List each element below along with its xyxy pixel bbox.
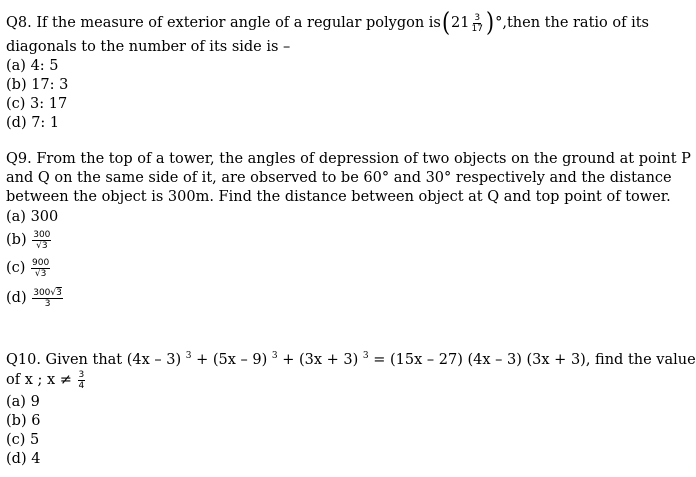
- q8-text-pre: Q8. If the measure of exterior angle of a regular polygon is: [6, 14, 441, 31]
- q8-option-c[interactable]: (c) 3: 17: [6, 96, 68, 112]
- q10-option-c[interactable]: (c) 5: [6, 432, 40, 448]
- q9-line-3: between the object is 300m. Find the distance between object at Q and top point of tower.: [6, 189, 671, 205]
- q10-line-2: of x ; x ≠ $\frac{3}{4}$: [6, 369, 85, 391]
- q9-option-a[interactable]: (a) 300: [6, 209, 59, 225]
- q8-degree: °,: [495, 14, 507, 31]
- q8-line-2: diagonals to the number of its side is –: [6, 39, 291, 55]
- q9-b-fraction: $\frac{300}{√3}$: [33, 229, 51, 251]
- q9-c-fraction: $\frac{900}{√3}$: [32, 257, 50, 279]
- q9-option-c[interactable]: (c) $\frac{900}{√3}$: [6, 257, 50, 279]
- q9-d-fraction: $\frac{300√3}{3}$: [33, 287, 62, 309]
- q9-line-1: Q9. From the top of a tower, the angles of depression of two objects on the ground at point P: [6, 151, 691, 167]
- q8-option-b[interactable]: (b) 17: 3: [6, 77, 69, 93]
- q8-fraction: $\frac{3}{17}$: [471, 12, 483, 34]
- q8-option-a[interactable]: (a) 4: 5: [6, 58, 59, 74]
- q9-line-2: and Q on the same side of it, are observed to be 60° and 30° respectively and the distance: [6, 170, 672, 186]
- q9-option-d[interactable]: (d) $\frac{300√3}{3}$: [6, 287, 62, 309]
- q10-option-b[interactable]: (b) 6: [6, 413, 41, 429]
- q8-text-post: then the ratio of its: [506, 14, 649, 31]
- q10-option-a[interactable]: (a) 9: [6, 394, 40, 410]
- q10-line-1: Q10. Given that (4x – 3) $^3$ + (5x – 9) $^3$ + (3x + 3) $^3$ = (15x – 27) (4x – 3) (3x + 3), find the value: [6, 351, 696, 368]
- q8-option-d[interactable]: (d) 7: 1: [6, 115, 60, 131]
- q9-option-b[interactable]: (b) $\frac{300}{√3}$: [6, 229, 51, 251]
- q10-fraction: $\frac{3}{4}$: [78, 369, 85, 391]
- q8-line-1: [6, 8, 649, 38]
- q10-option-d[interactable]: (d) 4: [6, 451, 41, 467]
- q8-mixed-fraction: ( 21 $\frac{3}{17}$ ) °,: [441, 8, 507, 38]
- q8-whole: 21: [451, 14, 470, 31]
